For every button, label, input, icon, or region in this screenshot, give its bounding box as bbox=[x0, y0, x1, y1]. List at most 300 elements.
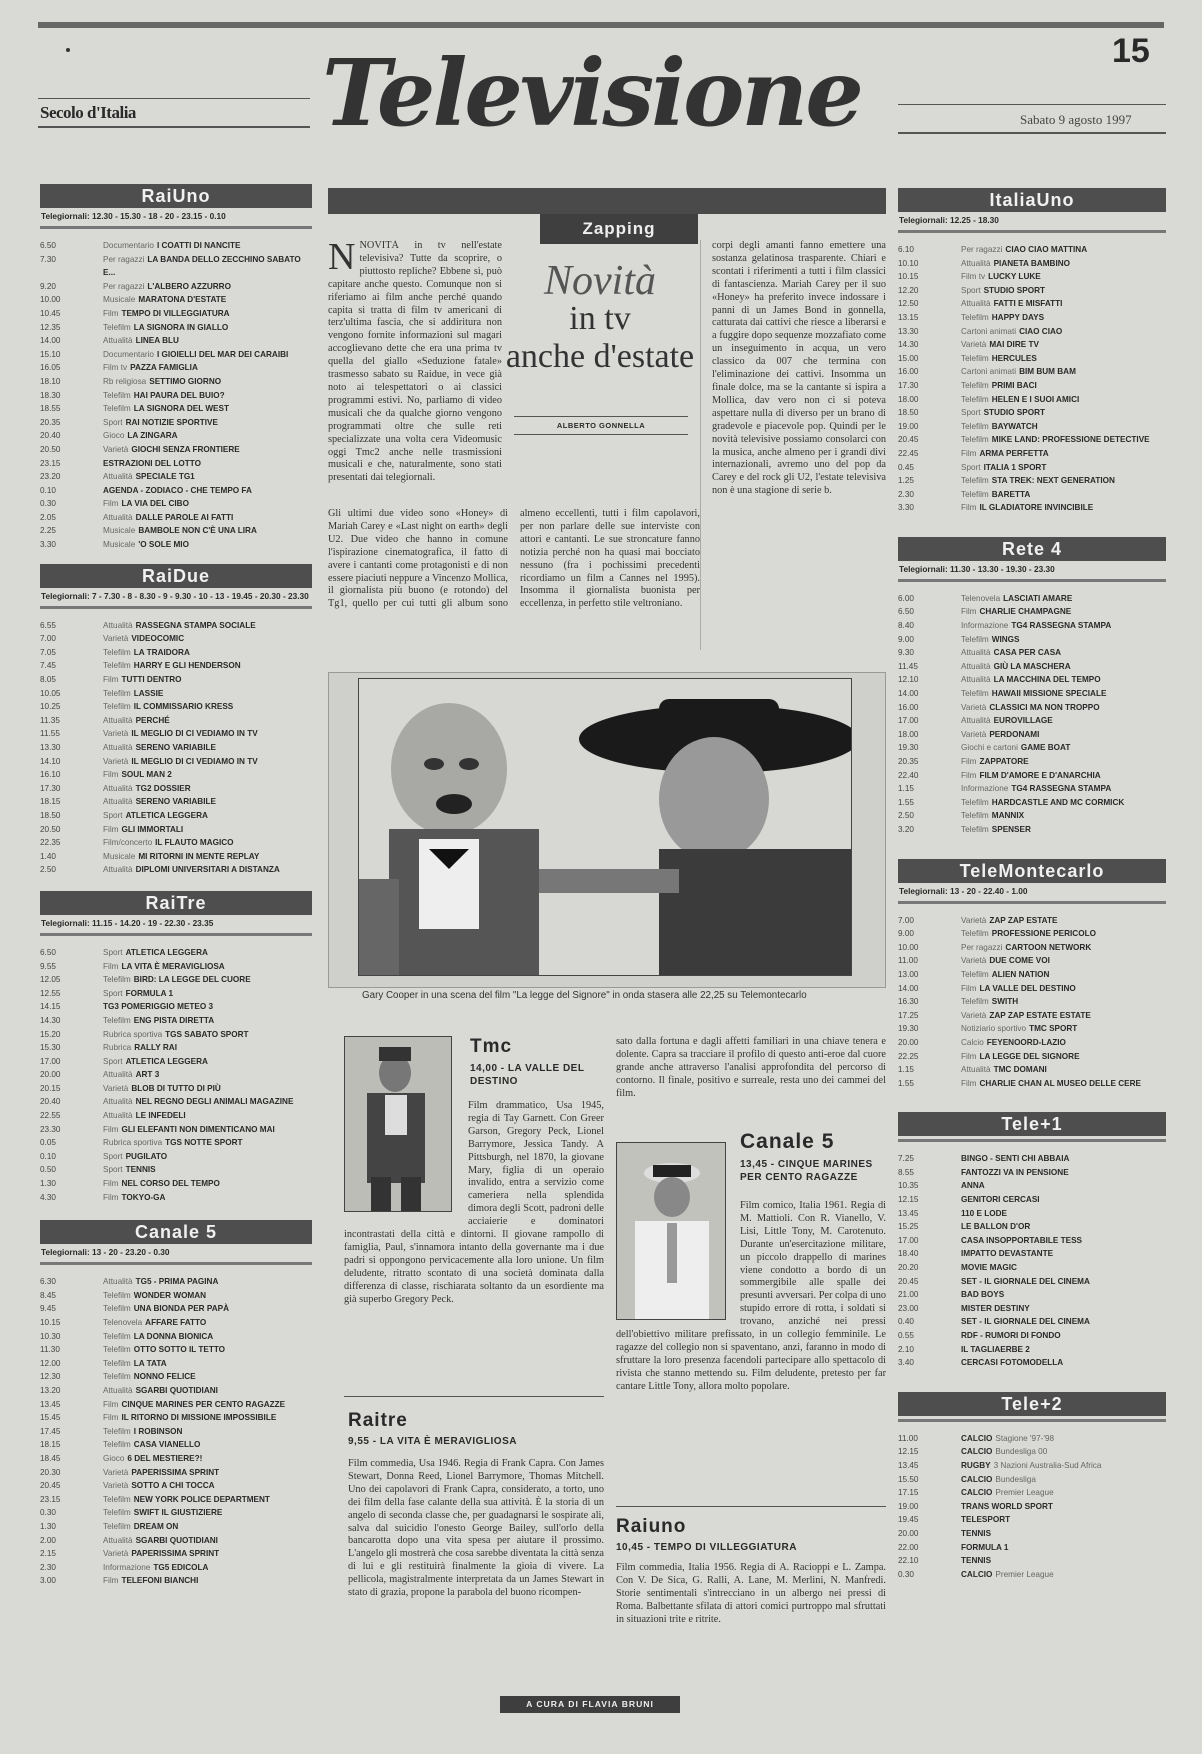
program-row bbox=[40, 1425, 312, 1439]
program-genre: Film bbox=[103, 770, 119, 780]
program-genre: Varietà bbox=[961, 956, 987, 966]
program-title: 6 DEL MESTIERE?! bbox=[127, 1453, 203, 1463]
program-desc bbox=[961, 1036, 1066, 1050]
program-row bbox=[898, 1473, 1166, 1487]
program-desc bbox=[961, 365, 1076, 379]
program-title: HARDCASTLE AND MC CORMICK bbox=[991, 797, 1125, 807]
program-time: 20.30 bbox=[40, 1467, 61, 1477]
program-time: 6.50 bbox=[40, 241, 56, 250]
program-time: 16.30 bbox=[898, 997, 919, 1007]
program-title: RUGBY bbox=[961, 1460, 991, 1470]
program-row bbox=[898, 995, 1166, 1009]
program-time: 6.30 bbox=[40, 1277, 56, 1287]
program-row bbox=[40, 321, 312, 335]
program-row bbox=[898, 1022, 1166, 1036]
program-row bbox=[898, 605, 1166, 619]
program-row bbox=[898, 660, 1166, 674]
float-spacer bbox=[344, 1100, 468, 1220]
program-title: RDF - RUMORI DI FONDO bbox=[961, 1331, 1061, 1340]
program-time: 7.30 bbox=[40, 254, 56, 264]
program-row bbox=[898, 501, 1166, 515]
program-desc bbox=[103, 1150, 167, 1164]
program-time: 15.30 bbox=[40, 1043, 61, 1053]
program-title: VIDEOCOMIC bbox=[131, 634, 185, 644]
program-row bbox=[40, 1520, 312, 1534]
raitre-rule bbox=[344, 1396, 604, 1397]
program-time: 12.30 bbox=[40, 1372, 61, 1382]
program-row bbox=[898, 1179, 1166, 1193]
program-row bbox=[40, 1534, 312, 1548]
program-row bbox=[898, 1234, 1166, 1248]
program-row bbox=[898, 257, 1166, 271]
program-title: TENNIS bbox=[961, 1556, 992, 1566]
program-genre: Telefilm bbox=[961, 353, 989, 363]
program-desc bbox=[961, 474, 1115, 488]
program-time: 11.55 bbox=[40, 729, 60, 739]
program-row bbox=[898, 968, 1166, 982]
program-title: IL MEGLIO DI CI VEDIAMO IN TV bbox=[131, 729, 258, 739]
program-desc bbox=[103, 1123, 275, 1137]
program-time: 18.15 bbox=[40, 1440, 61, 1450]
program-row bbox=[898, 1166, 1166, 1180]
program-row bbox=[40, 795, 312, 809]
program-genre: Attualità bbox=[103, 1070, 133, 1080]
program-time: 20.45 bbox=[898, 435, 919, 445]
program-time: 8.05 bbox=[40, 675, 56, 685]
program-row bbox=[40, 687, 312, 701]
program-desc bbox=[961, 1247, 1053, 1261]
program-desc bbox=[961, 809, 1024, 823]
program-row bbox=[40, 714, 312, 728]
program-title: CASA INSOPPORTABILE TESS bbox=[961, 1235, 1083, 1245]
program-desc bbox=[961, 1288, 1004, 1302]
review-raiuno bbox=[616, 1516, 886, 1554]
program-row bbox=[898, 927, 1166, 941]
program-title: TMC SPORT bbox=[1029, 1024, 1078, 1034]
program-time: 17.00 bbox=[898, 1235, 919, 1245]
program-row bbox=[898, 1486, 1166, 1500]
program-desc bbox=[961, 352, 1037, 366]
program-row bbox=[40, 755, 312, 769]
program-title: I COATTI DI NANCITE bbox=[156, 241, 241, 250]
program-desc bbox=[103, 1370, 196, 1384]
program-genre: Film bbox=[961, 983, 977, 993]
program-desc bbox=[961, 619, 1111, 633]
program-row bbox=[898, 1500, 1166, 1514]
program-time: 20.50 bbox=[40, 824, 61, 834]
program-extra: Premier League bbox=[995, 1488, 1054, 1498]
program-time: 15.00 bbox=[898, 353, 919, 363]
program-desc bbox=[961, 1486, 1054, 1500]
program-desc bbox=[103, 727, 258, 741]
program-time: 10.30 bbox=[40, 1331, 61, 1341]
program-row bbox=[898, 1432, 1166, 1446]
program-desc bbox=[103, 321, 228, 335]
program-genre: Attualità bbox=[103, 743, 133, 752]
program-desc bbox=[103, 1425, 182, 1439]
program-desc bbox=[103, 1452, 202, 1466]
program-title: WINGS bbox=[991, 634, 1020, 644]
program-title: ANNA bbox=[961, 1181, 985, 1191]
program-time: 10.15 bbox=[898, 272, 919, 282]
program-row bbox=[40, 809, 312, 823]
program-genre: Attualità bbox=[103, 715, 133, 725]
program-title: ITALIA 1 SPORT bbox=[983, 462, 1047, 472]
program-desc bbox=[961, 297, 1062, 311]
program-time: 18.15 bbox=[40, 797, 61, 807]
channel-banner: Rete 4 bbox=[898, 537, 1166, 561]
program-time: 10.25 bbox=[40, 702, 61, 712]
program-desc bbox=[103, 1302, 229, 1316]
program-time: 20.00 bbox=[898, 1037, 919, 1047]
program-time: 18.30 bbox=[40, 390, 61, 400]
program-row bbox=[40, 416, 312, 430]
program-row bbox=[40, 497, 312, 511]
program-title: BAYWATCH bbox=[991, 421, 1038, 431]
program-time: 1.55 bbox=[898, 797, 914, 807]
program-desc bbox=[961, 673, 1101, 687]
program-desc bbox=[961, 1500, 1053, 1514]
program-time: 20.00 bbox=[40, 1070, 61, 1080]
program-time: 20.15 bbox=[40, 1083, 61, 1093]
channel-block bbox=[40, 891, 312, 1204]
program-title: TG5 EDICOLA bbox=[153, 1562, 209, 1572]
program-desc bbox=[103, 389, 225, 403]
program-genre: Varietà bbox=[103, 1083, 129, 1093]
program-title: MIKE LAND: PROFESSIONE DETECTIVE bbox=[991, 435, 1150, 445]
program-title: LA DONNA BIONICA bbox=[133, 1331, 214, 1341]
program-desc bbox=[961, 782, 1111, 796]
program-genre: Telefilm bbox=[961, 811, 989, 821]
program-time: 22.40 bbox=[898, 770, 919, 780]
program-time: 0.10 bbox=[40, 485, 56, 495]
program-row bbox=[898, 1459, 1166, 1473]
channel-news-times: Telegiornali: 12.30 - 15.30 - 18 - 20 - 23.15 - 0.10 bbox=[40, 208, 312, 229]
program-title: CHARLIE CHAMPAGNE bbox=[979, 607, 1072, 617]
channel-banner: RaiTre bbox=[40, 891, 312, 915]
program-row bbox=[40, 1561, 312, 1575]
program-title: IL GLADIATORE INVINCIBILE bbox=[979, 503, 1094, 513]
program-genre: Telefilm bbox=[961, 380, 989, 390]
program-title: CARTOON NETWORK bbox=[1005, 942, 1092, 952]
program-title: PUGILATO bbox=[125, 1151, 168, 1161]
program-time: 3.30 bbox=[898, 503, 914, 513]
program-genre: Telefilm bbox=[103, 1508, 131, 1518]
program-genre: Informazione bbox=[961, 784, 1009, 794]
program-desc bbox=[961, 714, 1053, 728]
program-row bbox=[898, 393, 1166, 407]
program-genre: Telefilm bbox=[961, 489, 989, 499]
program-genre: Varietà bbox=[961, 1010, 987, 1020]
program-time: 12.55 bbox=[40, 988, 61, 998]
program-title: CINQUE MARINES PER CENTO RAGAZZE bbox=[121, 1399, 286, 1409]
program-genre: Informazione bbox=[103, 1562, 151, 1572]
program-time: 6.10 bbox=[898, 245, 914, 254]
program-genre: Film bbox=[961, 607, 977, 617]
program-genre: Telefilm bbox=[961, 797, 989, 807]
program-row bbox=[40, 1384, 312, 1398]
program-time: 7.00 bbox=[898, 915, 914, 925]
program-row bbox=[40, 1136, 312, 1150]
float-spacer-2 bbox=[616, 1200, 740, 1324]
byline-rule-2 bbox=[514, 434, 688, 435]
program-time: 12.10 bbox=[898, 675, 919, 685]
channel-news-times: Telegiornali: 11.15 - 14.20 - 19 - 22.30 - 23.35 bbox=[40, 915, 312, 936]
program-row bbox=[898, 461, 1166, 475]
program-row bbox=[898, 338, 1166, 352]
program-title: TGS SABATO SPORT bbox=[165, 1029, 249, 1039]
program-time: 1.15 bbox=[898, 784, 914, 794]
program-row bbox=[40, 863, 312, 877]
program-row bbox=[40, 1574, 312, 1588]
program-time: 14.00 bbox=[898, 983, 919, 993]
program-desc bbox=[103, 1316, 206, 1330]
program-genre: Telefilm bbox=[103, 1372, 131, 1382]
program-desc bbox=[103, 470, 195, 484]
program-time: 10.15 bbox=[40, 1318, 61, 1327]
program-genre: Telefilm bbox=[103, 1521, 131, 1531]
channel-block bbox=[40, 1220, 312, 1588]
program-desc bbox=[103, 646, 190, 660]
program-row bbox=[898, 796, 1166, 810]
program-time: 23.00 bbox=[898, 1303, 919, 1313]
program-title: LE BALLON D'OR bbox=[961, 1222, 1031, 1232]
program-row bbox=[898, 1356, 1166, 1370]
program-desc bbox=[103, 280, 231, 294]
program-desc bbox=[961, 1302, 1030, 1316]
program-time: 7.00 bbox=[40, 634, 56, 644]
program-desc bbox=[961, 1541, 1008, 1555]
program-desc bbox=[103, 538, 189, 552]
review-canale5-body-wrap bbox=[616, 1200, 886, 1504]
program-desc bbox=[103, 1163, 156, 1177]
program-desc bbox=[961, 954, 1050, 968]
program-genre: Telefilm bbox=[103, 322, 131, 332]
program-time: 0.30 bbox=[40, 499, 56, 509]
program-title: HAI PAURA DEL BUIO? bbox=[133, 390, 225, 400]
program-row bbox=[40, 823, 312, 837]
program-desc bbox=[961, 1234, 1082, 1248]
program-row bbox=[898, 474, 1166, 488]
zapping-col-3: corpi degli amanti fanno emettere una sostanza gelatinosa trasparente. Chiari e scontati i riferimenti a tutti i film classici di fantascienza. Mariah Carey per il suo «Honey» ha preferito invece indossare i panni di un James Bond in gonnella, catturata dai cattivi che riesce a liberarsi e a fuggire dopo sequenze mozzafiato come un inseguimento in acqua, un vero classico da 007 che termina con l'eliminazione dei cattivi. Insomma un finale dolce, ma se la cantante si ispira a Mollica, dav vero non ci si poteva aspettare nulla di diverso per un brano di gradevole e piacevole pop. Quindi per le novità televisive possiamo consolarci con la musica, anche almeno per i grandi divi internazionali, avremo uno del pop da Carey e del rock gli U2, l'estate televisiva non è una stagione di serie b. bbox=[712, 240, 886, 497]
program-time: 16.00 bbox=[898, 702, 919, 712]
program-row bbox=[40, 1302, 312, 1316]
program-desc bbox=[961, 633, 1020, 647]
program-time: 15.25 bbox=[898, 1222, 919, 1232]
program-title: HAPPY DAYS bbox=[991, 312, 1045, 322]
program-title: TGS NOTTE SPORT bbox=[165, 1138, 243, 1148]
program-time: 20.40 bbox=[40, 431, 61, 441]
program-genre: Documentario bbox=[103, 241, 154, 250]
program-time: 2.30 bbox=[898, 489, 914, 499]
program-title: OTTO SOTTO IL TETTO bbox=[133, 1345, 226, 1355]
program-desc bbox=[103, 1493, 270, 1507]
program-row bbox=[898, 982, 1166, 996]
program-title: FORMULA 1 bbox=[125, 988, 174, 998]
program-time: 20.45 bbox=[40, 1481, 61, 1491]
program-time: 9.00 bbox=[898, 634, 914, 644]
program-time: 12.05 bbox=[40, 975, 61, 985]
program-desc bbox=[103, 524, 257, 538]
program-row bbox=[898, 447, 1166, 461]
program-time: 10.45 bbox=[40, 308, 61, 318]
program-row bbox=[40, 1411, 312, 1425]
program-genre: Telefilm bbox=[103, 702, 131, 712]
program-time: 14.30 bbox=[898, 340, 919, 350]
program-row bbox=[898, 646, 1166, 660]
program-extra: Premier League bbox=[995, 1569, 1054, 1579]
program-genre: Attualità bbox=[961, 1065, 991, 1075]
program-row bbox=[40, 1014, 312, 1028]
program-title: PAPERISSIMA SPRINT bbox=[131, 1549, 220, 1559]
channel-block bbox=[898, 188, 1166, 515]
program-title: DIPLOMI UNIVERSITARI A DISTANZA bbox=[135, 865, 280, 875]
program-row bbox=[898, 633, 1166, 647]
program-time: 22.25 bbox=[898, 1051, 919, 1061]
review-tmc-body-wrap bbox=[344, 1100, 604, 1390]
program-desc bbox=[103, 1191, 165, 1205]
program-row bbox=[40, 375, 312, 389]
program-genre: Telefilm bbox=[961, 634, 989, 644]
program-genre: Musicale bbox=[103, 540, 136, 550]
program-time: 13.00 bbox=[898, 969, 919, 979]
program-genre: Sport bbox=[961, 285, 981, 295]
program-title: TEMPO DI VILLEGGIATURA bbox=[121, 308, 230, 318]
center-banner bbox=[328, 188, 886, 214]
program-title: TMC DOMANI bbox=[993, 1065, 1047, 1075]
program-row bbox=[898, 365, 1166, 379]
program-title: FORMULA 1 bbox=[961, 1542, 1009, 1552]
program-desc bbox=[961, 823, 1031, 837]
program-row bbox=[40, 429, 312, 443]
program-title: ARMA PERFETTA bbox=[979, 448, 1049, 458]
program-time: 6.00 bbox=[898, 593, 914, 603]
program-desc bbox=[103, 1028, 249, 1042]
program-title: FEYENOORD-LAZIO bbox=[986, 1037, 1066, 1047]
program-genre: Telefilm bbox=[103, 661, 131, 671]
program-desc bbox=[961, 701, 1100, 715]
program-title: GLI ELEFANTI NON DIMENTICANO MAI bbox=[121, 1124, 275, 1134]
program-genre: Attualità bbox=[103, 1097, 133, 1107]
program-time: 20.00 bbox=[898, 1528, 919, 1538]
program-desc bbox=[961, 447, 1049, 461]
program-desc bbox=[103, 1506, 222, 1520]
program-genre: Telefilm bbox=[103, 1494, 131, 1504]
channel-block bbox=[40, 564, 312, 877]
program-time: 7.45 bbox=[40, 661, 56, 671]
program-row bbox=[898, 1343, 1166, 1357]
program-row bbox=[40, 673, 312, 687]
program-title: LA SIGNORA DEL WEST bbox=[133, 404, 229, 414]
program-title: RAI NOTIZIE SPORTIVE bbox=[125, 417, 218, 427]
program-title: BIRD: LA LEGGE DEL CUORE bbox=[133, 975, 251, 985]
program-genre: Musicale bbox=[103, 526, 136, 536]
program-title: MOVIE MAGIC bbox=[961, 1263, 1017, 1273]
program-title: ATLETICA LEGGERA bbox=[125, 947, 208, 957]
program-time: 19.30 bbox=[898, 1024, 919, 1034]
program-genre: Telefilm bbox=[103, 975, 131, 985]
program-title: MAI DIRE TV bbox=[989, 340, 1039, 350]
program-desc bbox=[961, 488, 1030, 502]
column-divider bbox=[700, 240, 701, 650]
byline: ALBERTO GONNELLA bbox=[556, 421, 646, 430]
review-raitre-continuation: sato dalla fortuna e dagli affetti familiari in una chiave tenera e dolente. Capra sa tracciare il profilo di questo anti-eroe dal cuore grande anche attraverso l'analisi approfondita del percorso di contorno. Il finale, positivo e surreale, resta uno dei cammei del film. bbox=[616, 1036, 886, 1099]
program-title: DUE COME VOI bbox=[989, 956, 1050, 966]
program-genre: Attualità bbox=[961, 299, 991, 309]
program-title: SWITH bbox=[991, 997, 1019, 1007]
program-title: I GIOIELLI DEL MAR DEI CARAIBI bbox=[156, 349, 289, 359]
review-raiuno-text: Film commedia, Italia 1956. Regia di A. Racioppi e L. Zampa. Con V. De Sica, G. Ralli, A. Lane, M. Merlini, N. Manfredi. Storie sentimentali s'intrecciano in un albergo nei pressi di Roma. Balbettante sfilata di attori comici purtroppo mal sfruttati in situazioni trite e ritrite. bbox=[616, 1562, 886, 1625]
date-rule bbox=[898, 104, 1166, 105]
program-desc bbox=[961, 325, 1062, 339]
program-time: 14.00 bbox=[898, 689, 919, 699]
program-desc bbox=[103, 1041, 177, 1055]
program-row bbox=[40, 1068, 312, 1082]
program-genre: Telefilm bbox=[961, 312, 989, 322]
program-time: 16.10 bbox=[40, 770, 61, 780]
program-title: LASCIATI AMARE bbox=[1003, 593, 1073, 603]
program-genre: Film bbox=[103, 1413, 119, 1423]
program-title: L'ALBERO AZZURRO bbox=[147, 281, 231, 291]
program-desc bbox=[961, 1445, 1047, 1459]
program-genre: Rubrica sportiva bbox=[103, 1138, 163, 1148]
program-row bbox=[40, 768, 312, 782]
program-title: CHARLIE CHAN AL MUSEO DELLE CERE bbox=[979, 1078, 1141, 1088]
program-time: 12.00 bbox=[40, 1358, 61, 1368]
program-time: 8.55 bbox=[898, 1167, 914, 1177]
program-row bbox=[40, 1109, 312, 1123]
program-desc bbox=[103, 1411, 276, 1425]
program-title: ENG PISTA DIRETTA bbox=[133, 1015, 215, 1025]
program-title: NONNO FELICE bbox=[133, 1372, 196, 1382]
program-title: SET - IL GIORNALE DEL CINEMA bbox=[961, 1317, 1090, 1327]
newspaper-name: Secolo d'Italia bbox=[40, 103, 136, 122]
program-title: CASA PER CASA bbox=[993, 648, 1062, 658]
raiuno-rule bbox=[616, 1506, 886, 1507]
program-row bbox=[40, 307, 312, 321]
program-genre: Varietà bbox=[103, 1549, 129, 1559]
program-desc bbox=[103, 714, 170, 728]
program-desc bbox=[103, 809, 208, 823]
program-desc bbox=[961, 1207, 1007, 1221]
program-row bbox=[40, 946, 312, 960]
program-genre: Film bbox=[103, 1179, 119, 1189]
program-time: 22.00 bbox=[898, 1542, 919, 1552]
program-desc bbox=[103, 1068, 159, 1082]
program-title: BAMBOLE NON C'È UNA LIRA bbox=[138, 526, 257, 536]
program-title: LA MACCHINA DEL TEMPO bbox=[993, 675, 1101, 685]
program-row bbox=[40, 1452, 312, 1466]
program-row bbox=[40, 1316, 312, 1330]
program-title: MISTER DESTINY bbox=[961, 1303, 1030, 1313]
program-row bbox=[898, 1315, 1166, 1329]
program-genre: Film bbox=[103, 1399, 119, 1409]
program-time: 10.35 bbox=[898, 1181, 919, 1191]
program-row bbox=[40, 1343, 312, 1357]
program-title: IL MEGLIO DI CI VEDIAMO IN TV bbox=[131, 756, 258, 766]
program-row bbox=[40, 741, 312, 755]
program-row bbox=[898, 687, 1166, 701]
channel-news-times: Telegiornali: 12.25 - 18.30 bbox=[898, 212, 1166, 233]
program-time: 20.35 bbox=[898, 757, 919, 766]
program-time: 7.25 bbox=[898, 1154, 914, 1164]
program-genre: Rubrica sportiva bbox=[103, 1029, 163, 1039]
program-row bbox=[898, 1050, 1166, 1064]
program-time: 6.55 bbox=[40, 620, 56, 630]
program-genre: Telefilm bbox=[961, 421, 989, 431]
program-desc bbox=[961, 379, 1037, 393]
program-title: ALIEN NATION bbox=[991, 969, 1050, 979]
